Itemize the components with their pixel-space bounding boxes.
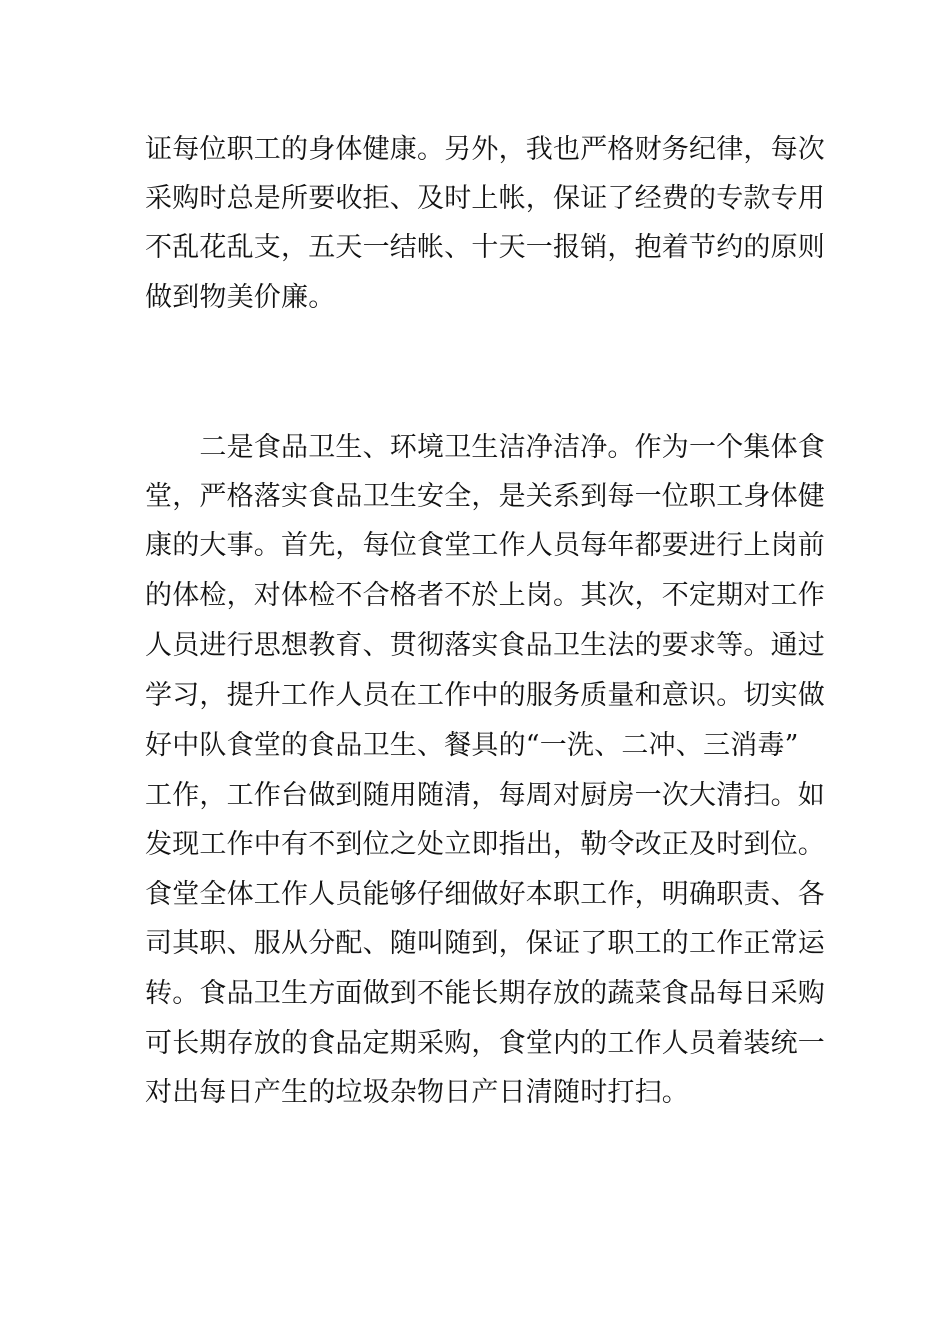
text-line: 好中队食堂的食品卫生、餐具的“一洗、二冲、三消毒”: [145, 730, 799, 761]
text-line: 食堂全体工作人员能够仔细做好本职工作，明确职责、各: [145, 879, 825, 910]
text-line: 康的大事。首先，每位食堂工作人员每年都要进行上岗前: [145, 530, 825, 561]
text-line: 人员进行思想教育、贯彻落实食品卫生法的要求等。通过: [145, 630, 825, 661]
text-line: 的体检，对体检不合格者不於上岗。其次，不定期对工作: [145, 580, 825, 611]
text-line: 转。食品卫生方面做到不能长期存放的蔬菜食品每日采购: [145, 978, 825, 1009]
text-line: 证每位职工的身体健康。另外，我也严格财务纪律，每次: [145, 134, 825, 165]
text-line: 二是食品卫生、环境卫生洁净洁净。作为一个集体食: [145, 432, 825, 463]
text-line: 可长期存放的食品定期采购，食堂内的工作人员着装统一: [145, 1028, 825, 1059]
text-line: 学习，提升工作人员在工作中的服务质量和意识。切实做: [145, 680, 825, 711]
text-line: 做到物美价廉。: [145, 282, 336, 313]
text-line: 工作，工作台做到随用随清，每周对厨房一次大清扫。如: [145, 780, 825, 811]
text-line: 司其职、服从分配、随叫随到，保证了职工的工作正常运: [145, 928, 825, 959]
text-line: 不乱花乱支，五天一结帐、十天一报销，抱着节约的原则: [145, 232, 825, 263]
text-line: 采购时总是所要收拒、及时上帐，保证了经费的专款专用: [145, 183, 825, 214]
text-line: 对出每日产生的垃圾杂物日产日清随时打扫。: [145, 1077, 689, 1108]
text-line: 堂，严格落实食品卫生安全，是关系到每一位职工身体健: [145, 481, 825, 512]
text-line: 发现工作中有不到位之处立即指出，勒令改正及时到位。: [145, 829, 825, 860]
